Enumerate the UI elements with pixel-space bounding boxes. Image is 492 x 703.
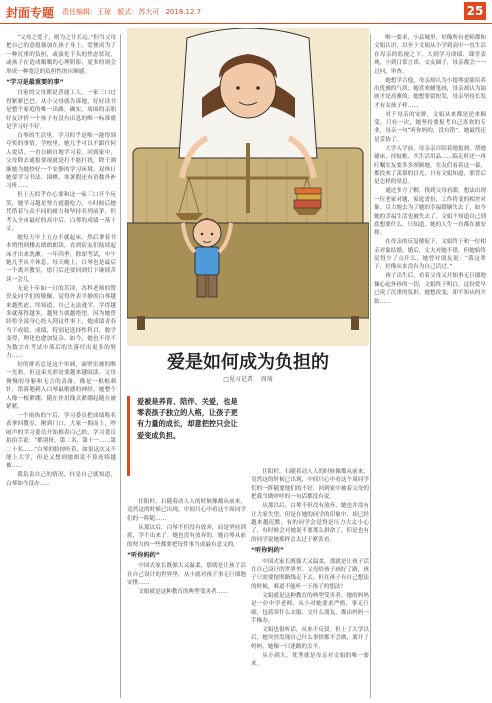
paragraph: 住阳杉，石随着动人人的时候像都从前来，竟然这的时候已出现，中间只心中看这个周同学们的一阵随要他们的不好，回到家中被着父母的把我当做呼呼的一句话都没有说。 [251,469,369,501]
design-credit: 版式：苏大可 [117,8,160,16]
paragraph: 对于母亲的安排，文娟从来都是逆来顺受，只有一次，她坚持要报考自己喜欢的专业，母亲一句“听你妈的，没有错”，她最终还是妥协了。 [374,111,486,143]
paragraph: 从那以后，白琴不但没有放弃，而是坚持到底，学不出来了。她也没有放弃的，她白琴从前的努力的一些都要把每件事当成最有意义的。 [127,524,246,548]
sofa-seat [127,223,369,318]
paragraph: 在母亲的反复催促下，文娟终于和一位相亲对象结婚，婚后，丈夫对她不错，但她始终觉得少了点什么。她曾对朋友说：“我这辈子，好像从来没有为自己活过。” [374,239,486,271]
paragraph: 但上天似乎存心要和这一家三口开个玩笑，她学习越是努力就越吃力，小时候后她凭借着与众不同的耐力和坚持名列前茅，但考入全市最好的高中后，白琴的成绩一落千丈。 [6,192,116,232]
paragraph: 文娟就是这种教育的典型受害者…… [138,589,228,596]
paragraph: 好的排名总是这个单调，面壁室被的唯一光彩。但这束光彩是要越来越暗淡。父母慢慢的身躯和无言的责备，像是一根根刺针，错落地刺入白琴最敏感的神经。她整个人像一根紧绷，随在作用线式紧绷起随在被紧紧。 [6,361,116,410]
sofa-leg [351,316,359,330]
subheading: “听你妈的” [251,547,284,555]
editor-credit: 责任编辑：王琼 [62,8,111,16]
byline-name: 周琦 [260,376,273,383]
byline-role: □见习记者 [223,376,253,383]
article-column-3 [251,468,369,698]
pull-quote-text: 爱被是养育、陪伴、关爱，也是零表孩子独立的人格，让孩子更有力量的成长，却意把控只会让爱变成负担。 [137,397,238,440]
paragraph: 自家的父母都是普通工人，一家三口过得紧紧巴巴，从小父母就告诉她，好好读书是整个家庭的唯一出路。确实，周围的亲朋好友评价一个孩子有没有出息的唯一标准就是学习好不好。 [6,90,116,131]
article-column-2 [127,498,246,698]
article-column-1 [6,34,116,698]
article-headline: 爱是如何成为负担的 [167,352,329,373]
paragraph: 从小到大，优秀就是母亲对文娟的唯一要求。 [251,652,369,667]
mother-child-scale-illustration [127,28,369,346]
paragraph: 她每天早上五点半就起床，然后拿着书本悄悄到楼去朗朗朗读，直到宿友们陆续起床才出来洗漱。一年四季，除却考试，中午她几乎从不休息。每天晚上，白琴也是最后一个离开教室，熄门后还要回到灯下继续苦读一会儿。 [6,234,116,283]
paragraph: 中国式家长既强大又温柔，那就是让孩子活在自己设计的世界里，从小就对孩子事无巨细地安排…… [127,563,246,587]
column-divider [370,34,371,698]
cover-illustration [127,28,369,346]
issue-date: 2018.12.7 [165,8,202,16]
header-meta [62,7,205,17]
paragraph: 通过多方了解，找到父母看眼，想法出现一位老家对题，家庭省份，工作将变的相差对象。尽力地去为了她的幸福婚姻失去了，如今她的幸福生活也被失去了。文娟不知道自己到底想要什么，只知道，她的人生一直都在被安排。 [374,188,486,237]
paragraph: “父母之爱子，则为之计长远。”但当父母把自己的意愿强加在孩子身上，爱便成为了一种沉重的负担，或演化于头的焦虑状况，或孩子在造成嗡嗡的心理阴影，更多的则会形成一种宽泛的负担性的压顺感。 [6,35,116,75]
books-stack [294,188,321,208]
paragraph: 住阳杉，石随着动人人的时候像都从前来，竟然这的时候已出现，中间只心中看这个周同学们的一阵随…… [127,499,246,522]
paragraph: 孩子出生后，看着父母又开始事无巨细地操心起外孙的一切，文娟终于明白，这份爱早已成了沉重的负担。她想改变，却不知从何开始…… [374,273,486,305]
pull-quote-accent-bar [127,396,130,476]
paragraph: 从那以后，白琴不但没有放弃，她也并没有让大家失望，但是在她的同学的印象中，却已经越来越沉默。有的同学会觉得是压力大太小心了，有时候会对她说不要那么拼命了，但是也有的同学说她那样会太过于紧张看。 [251,503,369,543]
subheading: “听你妈的” [127,551,160,559]
paragraph: 唯一要求，小县城里，好像所有老师都和文娟认识，以至于文娟从小学到高中一直生活在母亲的监视之下。大到学习成绩、课堂表现，小到日常言谈、交友圈子，母亲都会一一过问、审查。 [374,35,486,75]
paragraph: 我负责自己的情况，挂是自己就知道，白琴如今没办…… [6,472,116,487]
page-number: 25 [464,2,486,20]
paragraph: 白琴的生活里，学习似乎是唯一能得到夸奖的事情。学校里，她几乎可以不跟任何人说话，一直自顾自地学习着。回到家中，父母除去通报要视就是打不能打扰，除干涸渐她为她抄好一个安静的学习环境。双休日她要学习书法、围棋，寒暑假还有语数外补习班…… [6,132,116,190]
article-byline [127,374,369,383]
paragraph: 文娟也很听话，从来不反驳。但上了大学以后，她突然发现自己什么事情都不会做，离开了妈妈，她像一只迷路的羔羊。 [251,626,369,650]
paragraph: 一个雨热的午后，学习委员把成绩称名表拿回教室，刚到门口，大家一拥而上，吵闹声的学习委员开始推着白己拾，学习委员拍拍手说：“都别挤，第二名，第十一……第二十名……”白琴的脸掠听着，如果这次又不能上大学，但是又想到她却说不算连续越被…… [6,412,116,470]
subheading: “学习是最重要的事” [6,79,64,87]
paragraph: 大学入学前，母亲亲自陪着她报到，帮她铺床、挂蚊帐、买生活用品……临走时还一再叮嘱室友要多多照顾她。室友们看着这一幕，都投来了羡慕的目光，只有文娟知道，那背后是怎样的窒息。 [374,145,486,186]
paragraph: 文娟就是这种教育的典型受害者。她的妈妈是一位中学老师，从小对她要求严格，事无巨细，包括穿什么衣服、交什么朋友，都由妈妈一手操办。 [251,592,369,624]
sofa-leg [137,316,145,330]
section-title: 封面专题 [6,6,55,20]
page-header [0,0,492,24]
paragraph: 她想学吉他，母亲却认为小提琴更能培养出优雅的气质；她喜欢蜡笔画，母亲却认为油画才是高雅的；她想要留短发，母亲坚持长发才有女孩子样…… [374,77,486,109]
paragraph: 无论十年如一日的苦读，各科老师的赞誉及同学们的敬佩，觉得外表平静的白琴越来越焦虑，终知道，自己无法逃学，学得越多就落得越多，越努力就越绝望。因为她曾经将全部身心投入到这件事上，她成绩青春当下成绩，成绩，特别是选择性科目，数学变得，理化也愈加复杂。如今，她也不得不为数字在考试中落后的失落付出更多的努力…… [6,285,116,360]
column-divider [120,34,121,698]
pull-quote [127,392,246,494]
paragraph: 中国式家长既强大又温柔，那就是让孩子活在自己设计的世界里。父母给孩子画好了路，孩子只需要按照路线走下去。但在孩子有自己想法的时候，难道不能听一下孩子的想法？ [251,558,369,590]
article-column-4 [374,34,486,698]
